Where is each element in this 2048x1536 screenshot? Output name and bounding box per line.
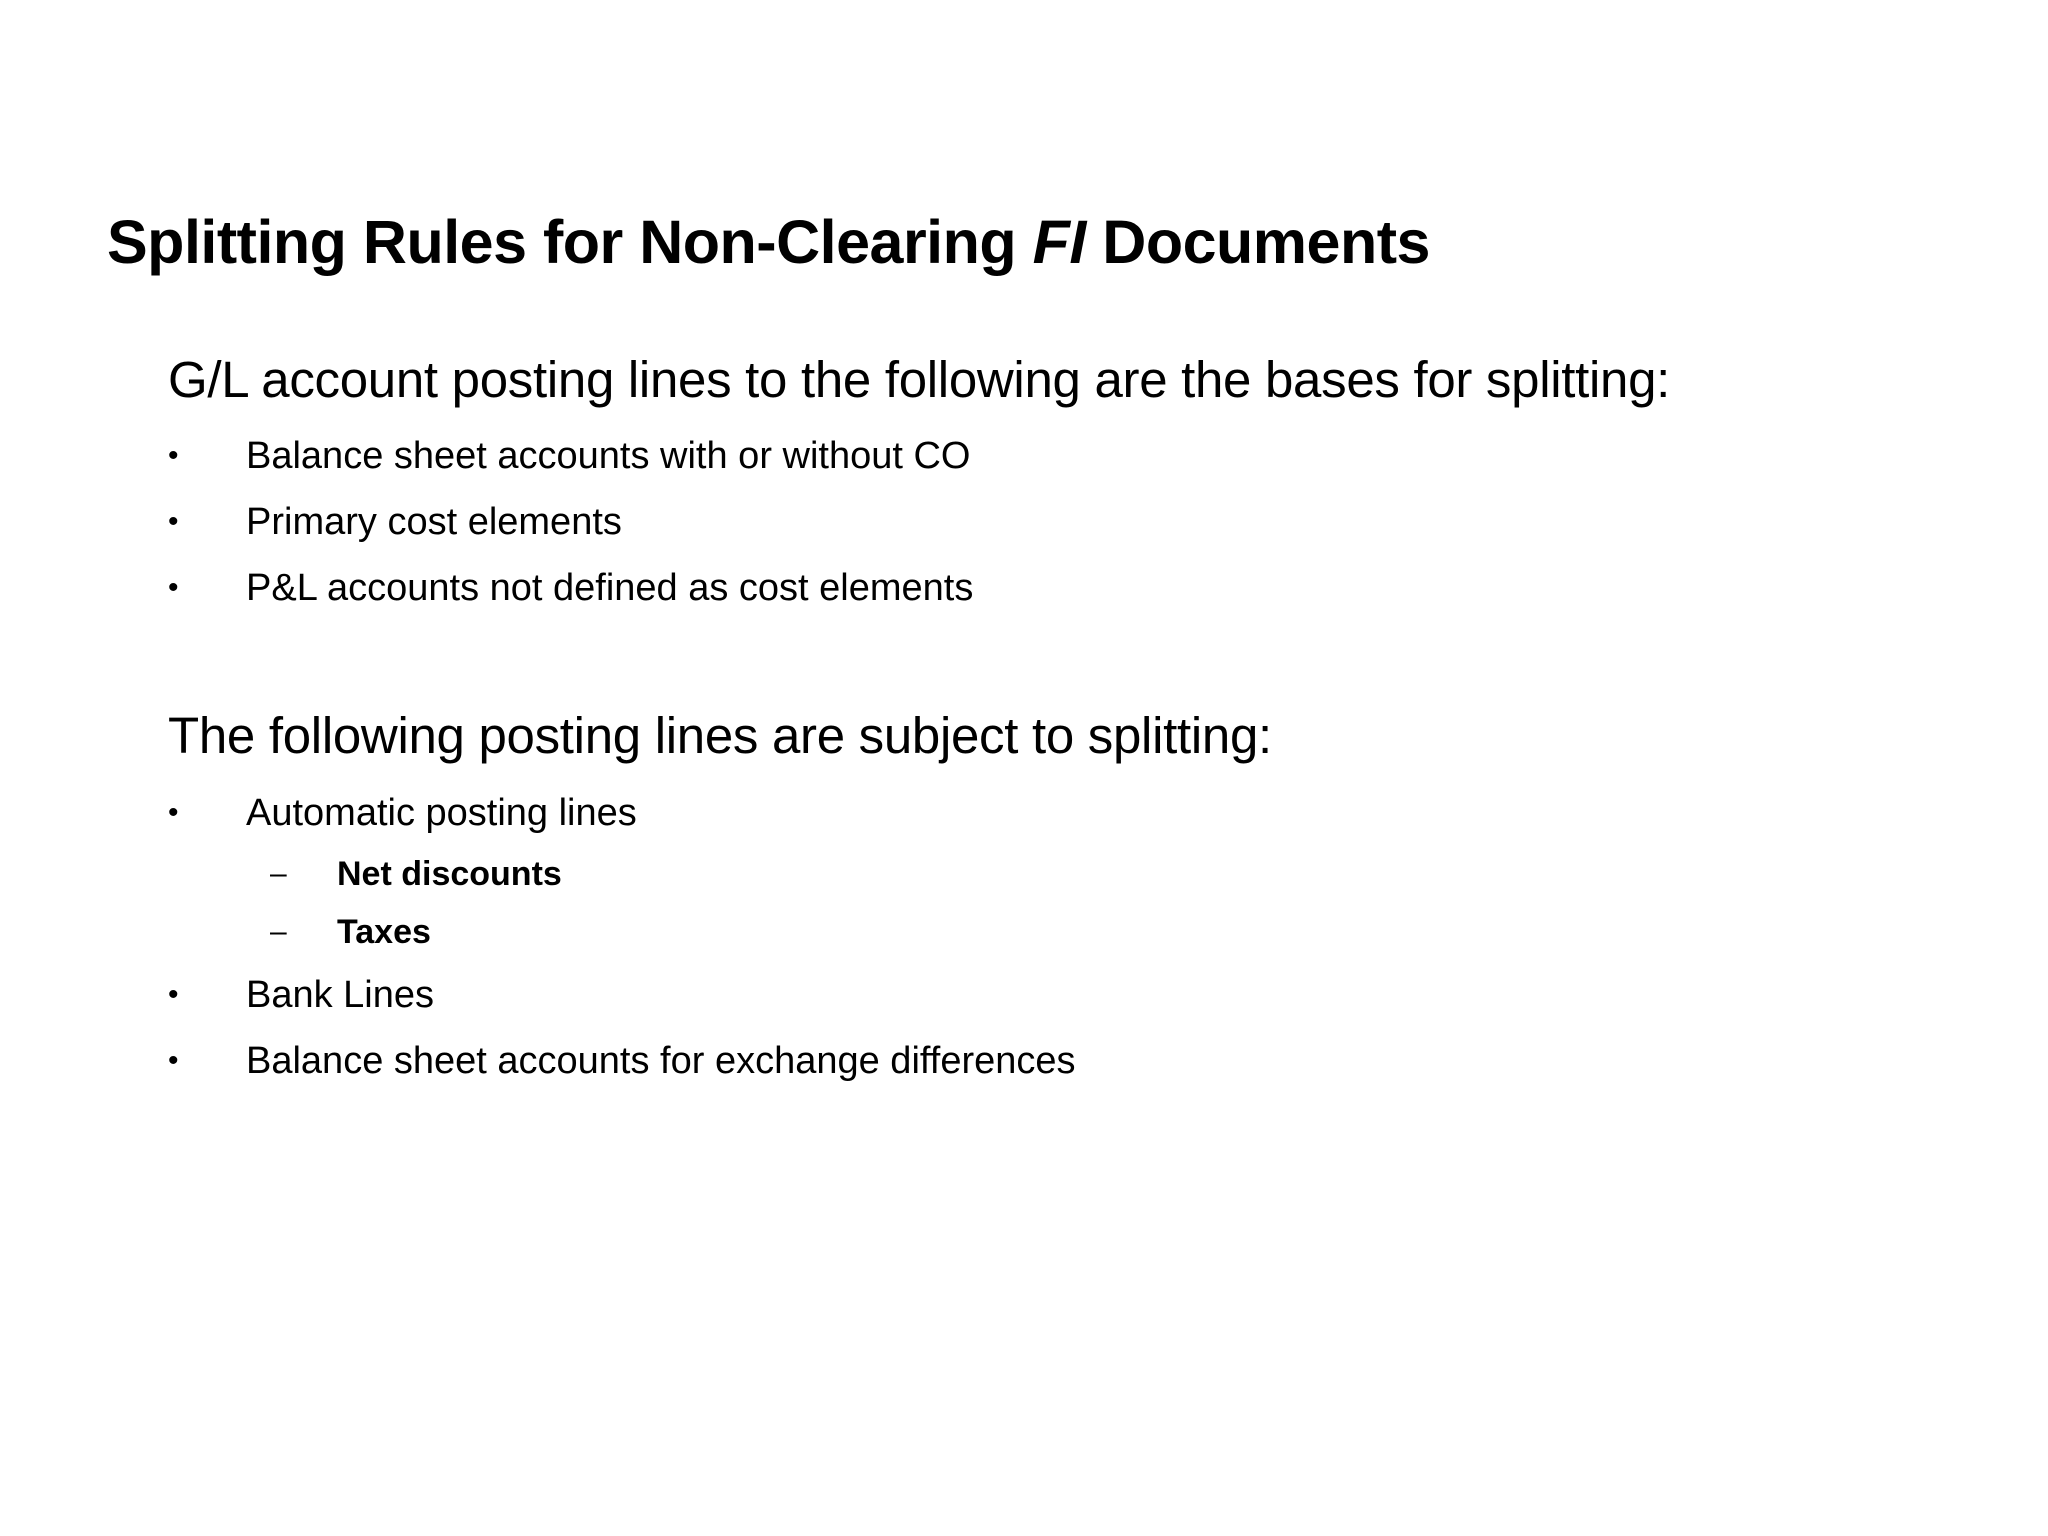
sub-bullet-text: Taxes: [337, 913, 431, 951]
bullet-icon: •: [168, 439, 179, 472]
bullet-text: Automatic posting lines: [246, 792, 637, 834]
dash-icon: –: [270, 857, 287, 890]
bullet-icon: •: [168, 1044, 179, 1077]
section1-heading: G/L account posting lines to the following are the bases for splitting:: [168, 351, 1671, 408]
title-text-start: Splitting Rules for Non-Clearing: [107, 208, 1033, 276]
title-italic-fi: FI: [1032, 208, 1086, 276]
bullet-icon: •: [168, 571, 179, 604]
title-text-end: Documents: [1085, 208, 1430, 276]
bullet-text: Balance sheet accounts with or without CO: [246, 435, 971, 477]
bullet-text: Bank Lines: [246, 974, 435, 1016]
bullet-text: Balance sheet accounts for exchange differences: [246, 1040, 1076, 1082]
bullet-icon: •: [168, 796, 179, 829]
section2-heading: The following posting lines are subject to splitting:: [168, 707, 1272, 764]
slide-title: [107, 206, 1430, 278]
bullet-text: P&L accounts not defined as cost elements: [246, 567, 974, 609]
dash-icon: –: [270, 915, 287, 948]
bullet-text: Primary cost elements: [246, 501, 622, 543]
bullet-icon: •: [168, 505, 179, 538]
sub-bullet-text: Net discounts: [337, 855, 562, 893]
bullet-icon: •: [168, 978, 179, 1011]
